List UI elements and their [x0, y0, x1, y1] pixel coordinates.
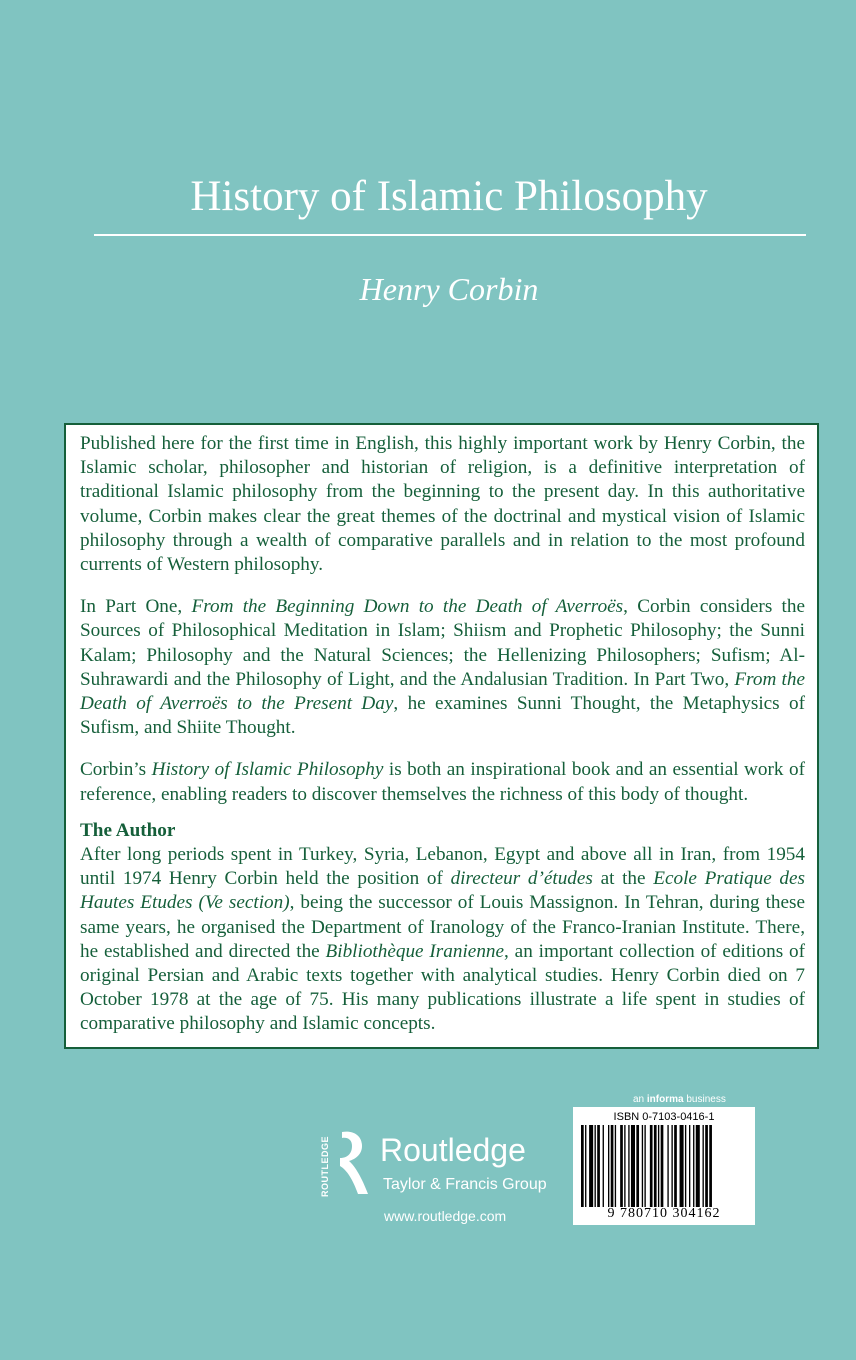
publisher-block — [318, 1128, 568, 1228]
description-paragraph-3 — [80, 758, 805, 806]
barcode-bar — [658, 1125, 659, 1207]
description-paragraph-2 — [80, 595, 805, 740]
barcode-bar — [608, 1125, 609, 1207]
barcode-bar — [624, 1125, 625, 1207]
part-two-title: From the Death of Averroës to the Present Day — [80, 668, 805, 715]
barcode-bar — [620, 1125, 623, 1207]
text-run: at the — [592, 868, 654, 890]
barcode-bar — [611, 1125, 614, 1207]
barcode-bar — [631, 1125, 635, 1207]
text-run: , he examines Sunni Thought, the Metaphysics of Sufism, and Shiite Thought. — [80, 693, 806, 739]
barcode-bar — [650, 1125, 653, 1207]
barcode-bar — [628, 1125, 629, 1207]
barcode-bar — [689, 1125, 690, 1207]
informa-tagline — [633, 1094, 726, 1105]
barcode-bar — [603, 1125, 604, 1207]
school-name: Ecole Pratique des Hautes Etudes (Ve section) — [80, 868, 806, 914]
description-panel — [64, 423, 819, 1049]
title-divider — [94, 234, 806, 236]
barcode — [573, 1107, 755, 1225]
barcode-bar — [693, 1125, 694, 1207]
text-run: After long periods spent in Turkey, Syria, Lebanon, Egypt and above all in Iran, from 1954 until 1974 Henry Corbin held the position of — [80, 844, 805, 890]
barcode-bar — [709, 1125, 712, 1207]
barcode-bar — [661, 1125, 664, 1207]
text-run: , being the successor of Louis Massignon. In Tehran, during these same years, he organised the Department of Iranology of the Franco-Iranian Institute. There, he established and directed the — [80, 892, 805, 962]
position-title: directeur d’études — [450, 868, 593, 890]
barcode-bar — [696, 1125, 700, 1207]
book-author: Henry Corbin — [359, 271, 539, 307]
barcode-bar — [644, 1125, 645, 1207]
barcode-bar — [674, 1125, 677, 1207]
text-run: is both an inspirational book and an essential work of reference, enabling readers to discover themselves the richness of this body of thought. — [80, 759, 805, 805]
part-one-title: From the Beginning Down to the Death of Averroës — [191, 596, 624, 618]
text-run: In Part One, — [80, 596, 192, 618]
barcode-bar — [585, 1125, 586, 1207]
description-paragraph-1: Published here for the first time in English, this highly important work by Henry Corbin, the Islamic scholar, philosopher and historian of religion, is a definitive interpretation of traditional Islamic philosophy from the beginning to the present day. In this authoritative volume, Corbin makes clear the great themes of the doctrinal and mystical vision of Islamic philosophy through a wealth of comparative parallels and in relation to the most profound currents of Western philosophy. — [80, 433, 805, 576]
barcode-bar — [685, 1125, 686, 1207]
text-run: business — [683, 1094, 726, 1105]
isbn-label: ISBN 0-7103-0416-1 — [613, 1111, 715, 1123]
barcode-bar — [667, 1125, 668, 1207]
barcode-bar — [615, 1125, 616, 1207]
text-run: , an important collection of editions of original Persian and Arabic texts together with analytical studies. Henry Corbin died on 7 October 1978 at the age of 75. His many publications illustrate a life spent in studies of comparative philosophy and Islamic concepts. — [80, 940, 805, 1035]
barcode-bar — [581, 1125, 584, 1207]
book-title-inline: History of Islamic Philosophy — [151, 759, 384, 781]
text-run: , Corbin considers the Sources of Philosophical Meditation in Islam; Shiism and Prophetic Philosophy; the Sunni Kalam; Philosophy and the Natural Sciences; the Hellenizing Philosophers; Sufism; Al-Suhrawardi and the Philosophy of Light, and the Andalusian Tradition. In Part Two, — [80, 596, 806, 690]
barcode-bar — [703, 1125, 704, 1207]
publisher-side-label: ROUTLEDGE — [320, 1136, 330, 1198]
informa-brand: informa — [646, 1094, 684, 1105]
barcode-bar — [597, 1125, 600, 1207]
barcode-bar — [654, 1125, 657, 1207]
barcode-bar — [705, 1125, 708, 1207]
barcode-bar — [642, 1125, 643, 1207]
barcode-number: 9 780710 304162 — [607, 1206, 721, 1221]
text-run: Corbin’s — [80, 759, 152, 781]
author-heading: The Author — [80, 819, 176, 841]
barcode-bars — [581, 1125, 749, 1207]
book-title: History of Islamic Philosophy — [190, 173, 708, 220]
author-biography — [80, 843, 805, 1037]
publisher-url: www.routledge.com — [384, 1208, 507, 1224]
barcode-bar — [636, 1125, 639, 1207]
publisher-group: Taylor & Francis Group — [383, 1176, 547, 1193]
barcode-bar — [671, 1125, 672, 1207]
barcode-bar — [680, 1125, 684, 1207]
barcode-bar — [589, 1125, 593, 1207]
text-run: an — [633, 1094, 647, 1105]
collection-name: Bibliothèque Iranienne — [325, 940, 505, 962]
barcode-bar — [595, 1125, 596, 1207]
publisher-name: Routledge — [380, 1132, 526, 1168]
